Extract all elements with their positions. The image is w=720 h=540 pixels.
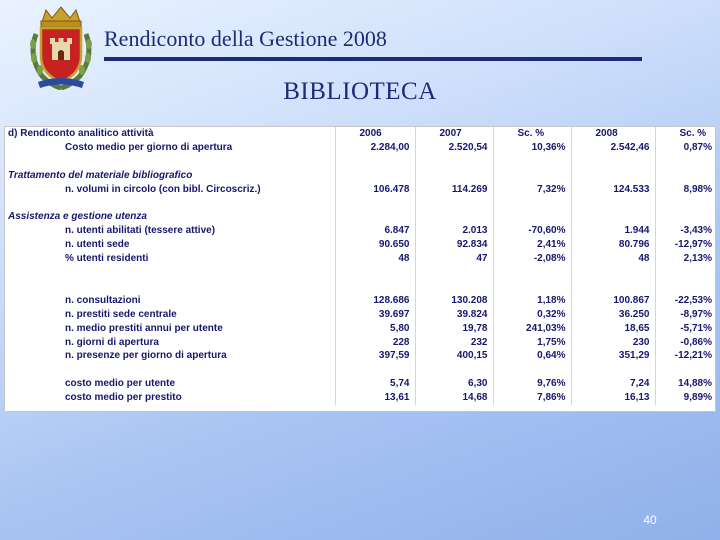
row-value: 39.697: [335, 308, 415, 322]
row-value: 2.284,00: [335, 141, 415, 155]
column-header-2006: 2006: [335, 127, 415, 141]
row-value: 48: [571, 252, 655, 266]
table-row: [5, 183, 716, 197]
row-value: [655, 280, 716, 294]
row-value: 230: [571, 336, 655, 350]
row-value: -22,53%: [674, 294, 712, 306]
table-row: [5, 322, 716, 336]
row-value: 48: [335, 252, 415, 266]
row-value: 0,32%: [493, 308, 571, 322]
row-label: % utenti residenti: [5, 252, 335, 266]
title-underline: [104, 57, 642, 61]
table-section-row: [5, 169, 716, 183]
row-value: 14,88%: [678, 378, 712, 390]
row-label: [5, 266, 335, 280]
row-value: 128.686: [335, 294, 415, 308]
row-value: [335, 155, 415, 169]
row-value: [655, 169, 716, 183]
row-value: 7,32%: [493, 183, 571, 197]
row-value: [415, 155, 493, 169]
row-value: [335, 169, 415, 183]
row-value: [493, 363, 571, 377]
row-label: Costo medio per giorno di apertura: [5, 141, 335, 155]
slide-title: Rendiconto della Gestione 2008: [104, 26, 387, 51]
row-label: n. volumi in circolo (con bibl. Circoscriz.): [5, 183, 335, 197]
report-table-sheet: [4, 126, 716, 412]
row-value: -8,97%: [680, 308, 712, 320]
row-value: 47: [415, 252, 493, 266]
row-value: 16,13: [571, 391, 655, 405]
row-value: 2,41%: [493, 238, 571, 252]
row-value: [335, 197, 415, 211]
row-value: [571, 280, 655, 294]
row-label: n. utenti abilitati (tessere attive): [5, 224, 335, 238]
table-row: [5, 308, 716, 322]
report-table: [5, 127, 716, 405]
table-row: [5, 238, 716, 252]
row-value: [571, 197, 655, 211]
row-value: [655, 363, 716, 377]
row-value: 39.824: [415, 308, 493, 322]
table-row: [5, 224, 716, 238]
row-value: -70,60%: [493, 224, 571, 238]
column-header-2007: 2007: [415, 127, 493, 141]
row-value: 9,76%: [493, 377, 571, 391]
row-value: -12,97%: [674, 239, 712, 251]
row-value: 18,65: [571, 322, 655, 336]
row-label: n. consultazioni: [5, 294, 335, 308]
row-value: 351,29: [571, 349, 655, 363]
row-value: -12,21%: [674, 350, 712, 362]
row-label: n. giorni di apertura: [5, 336, 335, 350]
row-value: [335, 266, 415, 280]
table-section-row: [5, 210, 716, 224]
row-value: 7,86%: [493, 391, 571, 405]
table-row: [5, 280, 716, 294]
row-value: [493, 280, 571, 294]
row-value: 106.478: [335, 183, 415, 197]
row-value: [655, 197, 716, 211]
table-row: [5, 252, 716, 266]
column-header-change-2007: Sc. %: [493, 127, 571, 141]
row-label: n. prestiti sede centrale: [5, 308, 335, 322]
row-value: [571, 266, 655, 280]
table-header-row: [5, 127, 716, 141]
row-value: 6,30: [415, 377, 493, 391]
table-row: [5, 266, 716, 280]
row-value: [415, 169, 493, 183]
row-value: -5,71%: [680, 322, 712, 334]
column-header-change-2008: Sc. %: [679, 128, 707, 139]
table-row: [5, 377, 716, 391]
table-row: [5, 336, 716, 350]
row-value: [571, 155, 655, 169]
row-label: [5, 363, 335, 377]
row-value: 124.533: [571, 183, 655, 197]
row-label: Assistenza e gestione utenza: [5, 210, 335, 224]
table-row: [5, 391, 716, 405]
row-value: [655, 155, 716, 169]
row-value: 1,75%: [493, 336, 571, 350]
row-value: 232: [415, 336, 493, 350]
row-value: [415, 197, 493, 211]
row-value: 8,98%: [683, 183, 712, 195]
row-value: 130.208: [415, 294, 493, 308]
row-label: costo medio per utente: [5, 377, 335, 391]
row-value: 241,03%: [493, 322, 571, 336]
row-value: 100.867: [571, 294, 655, 308]
row-value: 2.013: [415, 224, 493, 238]
row-value: 9,89%: [683, 392, 712, 404]
row-value: 13,61: [335, 391, 415, 405]
row-value: [415, 266, 493, 280]
row-label: [5, 197, 335, 211]
row-value: 5,80: [335, 322, 415, 336]
row-value: 0,64%: [493, 349, 571, 363]
row-label: [5, 155, 335, 169]
row-value: [493, 266, 571, 280]
row-value: -0,86%: [680, 336, 712, 348]
table-row: [5, 294, 716, 308]
row-value: [571, 363, 655, 377]
row-value: 397,59: [335, 349, 415, 363]
row-label: Trattamento del materiale bibliografico: [5, 169, 335, 183]
row-value: [415, 363, 493, 377]
row-label: costo medio per prestito: [5, 391, 335, 405]
page-number: 40: [643, 513, 657, 527]
row-label: n. medio prestiti annui per utente: [5, 322, 335, 336]
slide-subtitle: BIBLIOTECA: [283, 78, 437, 105]
row-value: 1,18%: [493, 294, 571, 308]
row-value: 1.944: [571, 224, 655, 238]
row-value: 0,87%: [683, 141, 712, 153]
table-row: [5, 197, 716, 211]
row-label: n. utenti sede: [5, 238, 335, 252]
row-value: 2.520,54: [415, 141, 493, 155]
row-value: [655, 266, 716, 280]
table-row: [5, 349, 716, 363]
row-value: [655, 210, 716, 224]
table-row: [5, 363, 716, 377]
row-value: 19,78: [415, 322, 493, 336]
row-value: [415, 210, 493, 224]
column-header-2008: 2008: [571, 127, 655, 141]
row-value: 14,68: [415, 391, 493, 405]
row-label: n. presenze per giorno di apertura: [5, 349, 335, 363]
row-value: [493, 197, 571, 211]
row-value: 6.847: [335, 224, 415, 238]
row-value: 5,74: [335, 377, 415, 391]
row-value: [493, 210, 571, 224]
row-value: [571, 210, 655, 224]
row-value: -2,08%: [493, 252, 571, 266]
row-value: 92.834: [415, 238, 493, 252]
row-value: 10,36%: [493, 141, 571, 155]
row-value: 400,15: [415, 349, 493, 363]
row-value: 114.269: [415, 183, 493, 197]
table-row: [5, 141, 716, 155]
row-value: 2,13%: [683, 253, 712, 265]
row-value: 2.542,46: [571, 141, 655, 155]
row-value: 90.650: [335, 238, 415, 252]
row-value: -3,43%: [680, 225, 712, 237]
row-value: 36.250: [571, 308, 655, 322]
row-value: [571, 169, 655, 183]
row-value: [493, 169, 571, 183]
table-section-title: d) Rendiconto analitico attività: [5, 127, 335, 141]
row-label: [5, 280, 335, 294]
row-value: [335, 363, 415, 377]
row-value: [493, 155, 571, 169]
row-value: 228: [335, 336, 415, 350]
row-value: [335, 280, 415, 294]
table-row: [5, 155, 716, 169]
row-value: [415, 280, 493, 294]
row-value: 80.796: [571, 238, 655, 252]
row-value: 7,24: [571, 377, 655, 391]
row-value: [335, 210, 415, 224]
